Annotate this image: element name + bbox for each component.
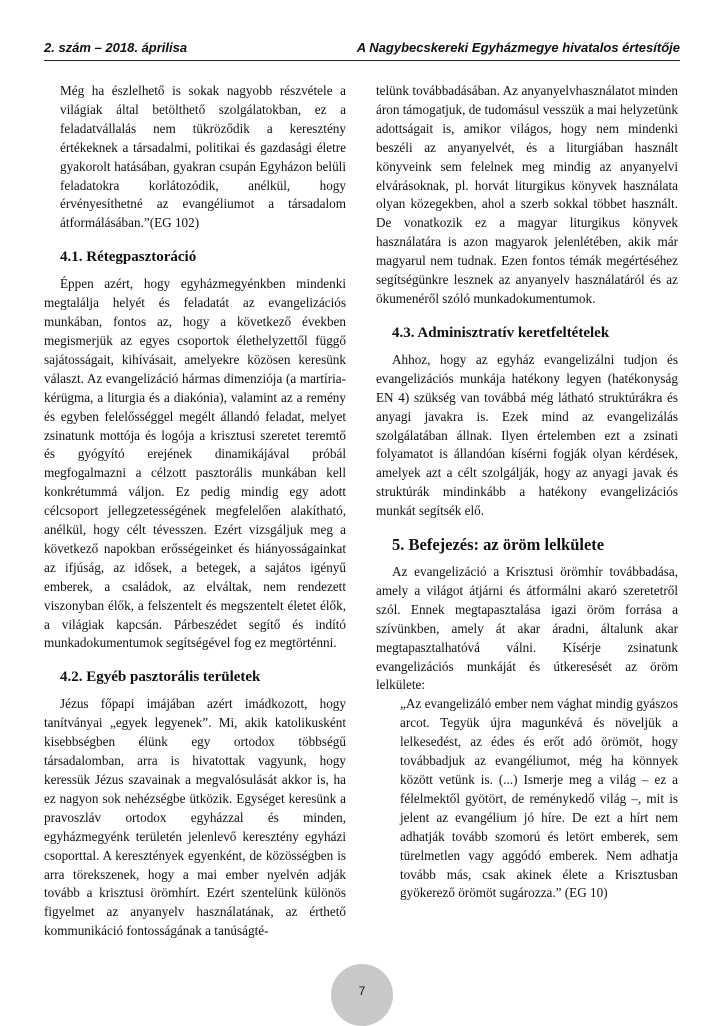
- section-heading-4-3: 4.3. Adminisztratív keretfeltételek: [392, 324, 610, 341]
- continued-paragraph: telünk továbbadásában. Az anyanyelvhasználatot minden áron támogatjuk, de tudomásul vesszük a mai helyzetünk adottságait is, amikor világos, hogy nem mindenki beszéli az anyanyelvét, és a liturgiában használt könyveink sem felelnek meg mindig az anyanyelvi elvárásoknak, pl. horvát liturgikus könyvek használata olyan közegekben, ahol a szerb sokkal többet használt. De vonatkozik ez a magyar liturgikus könyvek használatára is azon magyarok jelenlétében, akik már magyarul nem tudnak. Ezen fontos témák megértéséhez segítségünkre lesznek az anyanyelv használatáról és az ökumenéről szóló munkadokumentumok.: [376, 83, 678, 306]
- page-number-badge: [331, 964, 393, 1026]
- section-heading-4-1: 4.1. Rétegpasztoráció: [60, 249, 197, 266]
- section-heading-4-2: 4.2. Egyéb pasztorális területek: [60, 669, 261, 686]
- quote-continuation: Még ha észlelhető is sokak nagyobb részvétele a világiak által betölthető szolgálatokban, ez a feladatvállalás nem tükröződik a keresztény értékeknek a társadalmi, politikai és gazdasági életre gyakorolt hatásában, gyakran csupán Egyházon belüli feladatokra korlátozódik, anélkül, hogy érvényesíthetné az evangéliumot a társadalom átformálásában.”(EG 102): [60, 83, 346, 231]
- right-column: [376, 82, 678, 903]
- section-paragraph-4-2: Jézus főpapi imájában azért imádkozott, hogy tanítványai „egyek legyenek”. Mi, akik katolikusként kisebbségben élünk egy ortodox többségű társadalomban, arra is hivatottak vagyunk, hogy keressük Jézus szavainak a megvalósulását akkor is, ha ez nagyon sok nehézségbe ütközik. Egységet keresünk a pravoszláv ortodox egyházzal és minden, egyházmegyénk területén jelenlevő keresztény egyházi csoporttal. A keresztények egyenként, de közösségben is arra törekszenek, hogy a mai ember nyelvén adják tovább a krisztusi örömhírt. Ezért szentelünk különös figyelmet az anyanyelv használatának, az érthető kommunikáció fontosságának a tanúságté-: [44, 696, 346, 939]
- section-heading-5: 5. Befejezés: az öröm lelkülete: [392, 535, 605, 555]
- page-header: [44, 40, 680, 62]
- section-paragraph-4-3: Ahhoz, hogy az egyház evangelizálni tudjon és evangelizációs munkája hatékony legyen (hatékonyság EN 4) szükség van továbbá még látható struktúrákra és anyagi javakra is. Ezek mind az evangelizálás szolgálatában állnak. Ilyen értelemben ezt a zsinati folyamatot is állandóan kísérni fogják olyan kérdések, amelyek azt a célt szolgálják, hogy az anyagi javak és struktúrák mindinkább a hatékony evangelizációs munkát segítsék elő.: [376, 351, 678, 519]
- publication-title: A Nagybecskereki Egyházmegye hivatalos értesítője: [356, 40, 680, 55]
- header-rule: [44, 60, 680, 61]
- page-number: 7: [358, 984, 366, 998]
- block-quote: [376, 695, 678, 903]
- quote-text: „Az evangelizáló ember nem vághat mindig gyászos arcot. Tegyük újra magunkévá és növeljük a lelkesedést, az édes és erőt adó örömöt, hogy továbbadjuk az evangéliumot, még ha könnyek között vetünk is. (...) Ismerje meg a világ – ez a félelmektől gyötört, de reménykedő világ –, mit is jelent az evangélium jó híre. De ezt a hírt nem adhatják tovább szomorú és letört emberek, sem türelmetlen vagy aggódó emberek. Nem adhatja tovább más, csak akinek élete a Krisztusban gyökerező örömöt sugározza.” (EG 10): [400, 696, 678, 901]
- issue-date: 2. szám – 2018. áprilisa: [44, 40, 188, 55]
- section-paragraph-5: Az evangelizáció a Krisztusi örömhír továbbadása, amely a világot átjárni és átformálni akaró szeretetről szól. Ennek megtapasztalása igazi öröm forrása a szívünkben, amely át akar áradni, általunk akar megtapasztalhatóvá válni. Kísérje zsinatunk evangelizációs munkáját és útkeresését az öröm lelkülete:: [376, 564, 678, 693]
- section-paragraph-4-1: Éppen azért, hogy egyházmegyénkben mindenki megtalálja helyét és feladatát az evangelizációs munkában, fontos az, hogy a következő években megismerjük az egyes csoportok élethelyzettől függő sajátosságait, kihívásait, amelyekre közösen keresünk választ. Az evangelizáció hármas dimenziója (a martíria-kérügma, a liturgia és a diakónia), valamint az a remény és egyben felelősséggel megélt állandó feladat, melyet zsinatunk mottója és logója a krisztusi szeretet teremtő és gyógyító erejének dinamikájával próbál megfogalmazni a célzott pasztorális munkában kell konkrétummá váljon. Ez pedig mindig egy adott célcsoport jellegzetességének megfelelően alakítható, anélkül, hogy célt tévesszen. Ezért vizsgáljuk meg a következő napokban erősségeinket és hiányosságainkat az ifjúság, az idősek, a betegek, a sajátos igényű emberek, a családok, az elváltak, nem rendezett viszonyban élők, a felszentelt és megszentelt életet élők, a világiak kapcsán. Párbeszédet segítő és indító munkadokumentumok segítségével fog ez megtörténni.: [44, 276, 346, 651]
- left-column: [44, 82, 346, 941]
